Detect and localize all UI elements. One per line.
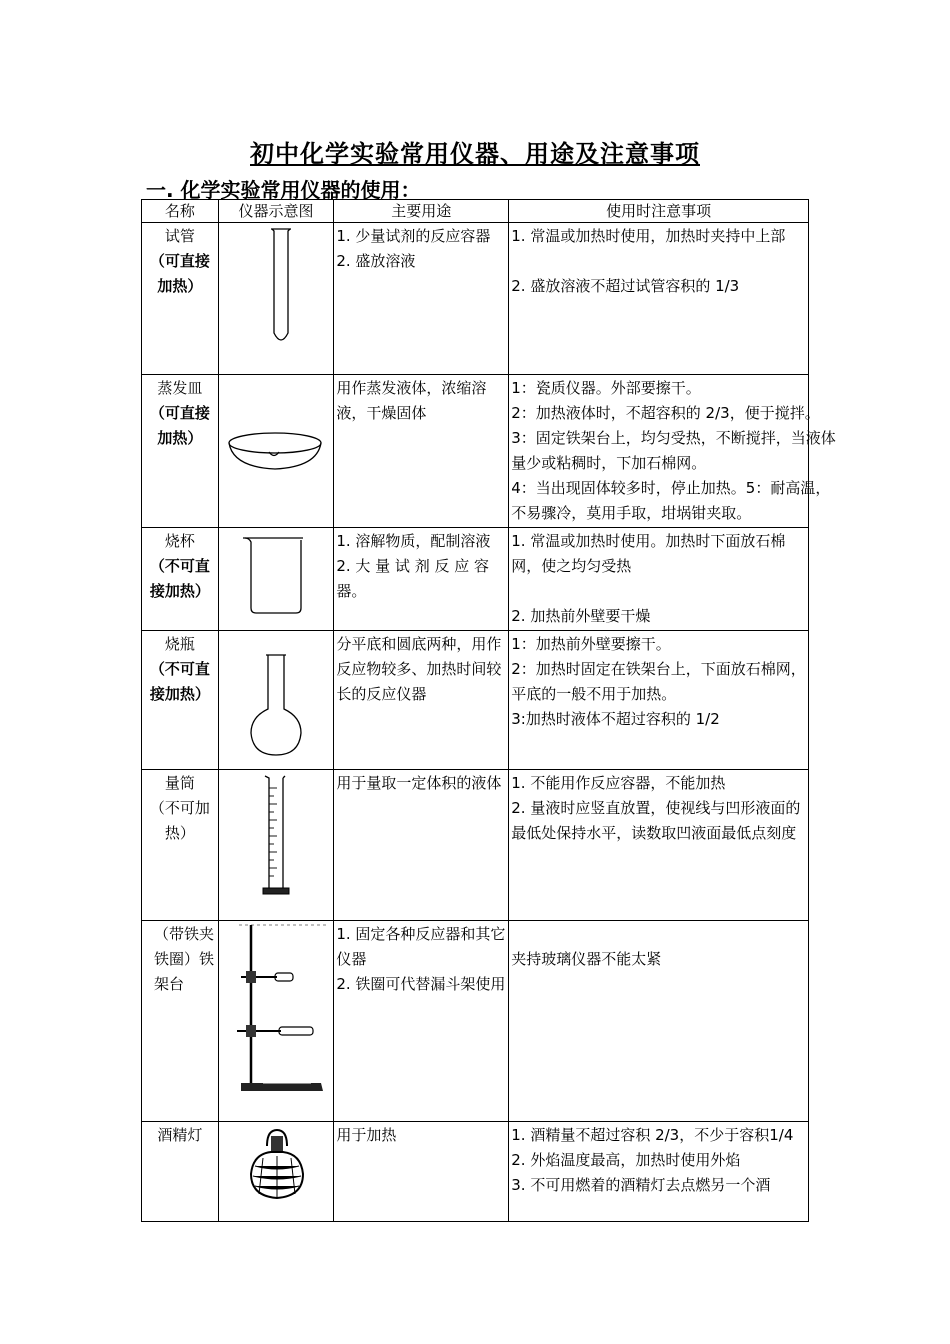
name-text: 量筒: [164, 774, 195, 792]
use-text: 1. 固定各种反应器和其它仪器 2. 铁圈可代替漏斗架使用: [336, 925, 506, 993]
note-line: 量少或粘稠时，下加石棉网。: [511, 454, 707, 472]
note-cell: [509, 1122, 809, 1222]
instrument-name: [142, 921, 219, 1122]
note-cell: [509, 375, 836, 528]
heat-note: （不可直接加热）: [149, 557, 210, 600]
note-line: 2. 加热前外壁要干燥: [511, 607, 651, 625]
iron-stand-icon: [219, 921, 331, 1120]
diagram-cell: [218, 223, 334, 375]
instrument-name: [142, 631, 219, 770]
alcohol-lamp-icon: [219, 1122, 331, 1220]
note-cell: [509, 631, 809, 770]
use-cell: [334, 223, 509, 375]
note-line: 不易骤冷，莫用手取，坩埚钳夹取。: [511, 504, 752, 522]
note-text: 1. 酒精量不超过容积 2/3，不少于容积1/4 2. 外焰温度最高，加热时使用外焰 3. 不可用燃着的酒精灯去点燃另一个酒: [511, 1126, 794, 1194]
use-cell: [334, 528, 509, 631]
name-text: 试管: [164, 227, 195, 245]
name-text: 酒精灯: [157, 1126, 203, 1144]
note-text: 1：加热前外壁要擦干。 2：加热时固定在铁架台上，下面放石棉网，平底的一般不用于加热。 3:加热时液体不超过容积的 1/2: [511, 635, 806, 728]
name-text: 烧杯: [164, 532, 195, 550]
note-text: 1. 常温或加热时使用，加热时夹持中上部 2. 盛放溶液不超过试管容积的 1/3: [511, 227, 786, 295]
name-text: 蒸发皿: [157, 379, 203, 397]
table-row: [142, 223, 809, 375]
use-cell: [334, 921, 509, 1122]
note-line: 4：当出现固体较多时，停止加热。5：耐高温，: [511, 479, 831, 497]
use-text: 1. 溶解物质，配制溶液 2. 大 量 试 剂 反 应 容器。: [336, 532, 491, 600]
note-cell: [509, 223, 809, 375]
name-text: （带铁夹铁圈）铁架台: [154, 925, 215, 993]
use-text: 用作蒸发液体，浓缩溶液，干燥固体: [336, 379, 487, 422]
diagram-cell: [218, 375, 334, 528]
note-line: [511, 579, 806, 604]
use-cell: [334, 375, 509, 528]
header-notes: 使用时注意事项: [509, 200, 809, 223]
note-line: 3：固定铁架台上，均匀受热，不断搅拌，当液体: [511, 429, 836, 447]
note-text: 1. 不能用作反应容器，不能加热 2. 量液时应竖直放置，使视线与凹形液面的最低处保持水平，读数取凹液面最低点刻度: [511, 774, 801, 842]
heat-note: （可直接加热）: [149, 252, 210, 295]
diagram-cell: [218, 921, 334, 1122]
diagram-cell: [218, 1122, 334, 1222]
test-tube-icon: [219, 223, 331, 373]
use-text: 用于加热: [336, 1126, 397, 1144]
diagram-cell: [218, 770, 334, 921]
table-row: [142, 770, 809, 921]
heat-note: （不可直接加热）: [149, 660, 210, 703]
use-text: 1. 少量试剂的反应容器 2. 盛放溶液: [336, 227, 491, 270]
header-diagram: 仪器示意图: [218, 200, 334, 223]
table-row: [142, 631, 809, 770]
instrument-name: [142, 528, 219, 631]
use-cell: [334, 1122, 509, 1222]
heat-note: （可直接加热）: [149, 404, 210, 447]
header-name: 名称: [142, 200, 219, 223]
instrument-table: [141, 199, 836, 1222]
note-line: 1：瓷质仪器。外部要擦干。: [511, 379, 701, 397]
note-text: 夹持玻璃仪器不能太紧: [511, 950, 662, 968]
instrument-name: [142, 770, 219, 921]
note-cell: [509, 528, 809, 631]
instrument-name: [142, 375, 219, 528]
use-text: 用于量取一定体积的液体: [336, 774, 502, 792]
use-text: 分平底和圆底两种，用作反应物较多、加热时间较长的反应仪器: [336, 635, 502, 703]
note-cell: [509, 770, 809, 921]
instrument-name: [142, 223, 219, 375]
note-cell: [509, 921, 809, 1122]
name-text: 烧瓶: [164, 635, 195, 653]
beaker-icon: [219, 528, 331, 627]
diagram-cell: [218, 528, 334, 631]
page-title: 初中化学实验常用仪器、用途及注意事项: [250, 139, 700, 168]
evaporating-dish-icon: [219, 375, 331, 523]
section-heading: 一. 化学实验常用仪器的使用：: [146, 178, 421, 202]
header-use: 主要用途: [334, 200, 509, 223]
table-header-row: [142, 200, 809, 223]
table-row: [142, 1122, 809, 1222]
table-row: [142, 921, 809, 1122]
use-cell: [334, 770, 509, 921]
note-line: 2：加热液体时，不超容积的 2/3，便于搅拌。: [511, 404, 820, 422]
graduated-cylinder-icon: [219, 770, 331, 919]
note-line: 网，使之均匀受热: [511, 557, 632, 575]
table-row: [142, 375, 809, 528]
heat-note: （不可加热）: [149, 799, 210, 842]
table-row: [142, 528, 809, 631]
flask-icon: [219, 631, 331, 768]
diagram-cell: [218, 631, 334, 770]
use-cell: [334, 631, 509, 770]
note-line: 1. 常温或加热时使用。加热时下面放石棉: [511, 532, 786, 550]
instrument-name: [142, 1122, 219, 1222]
